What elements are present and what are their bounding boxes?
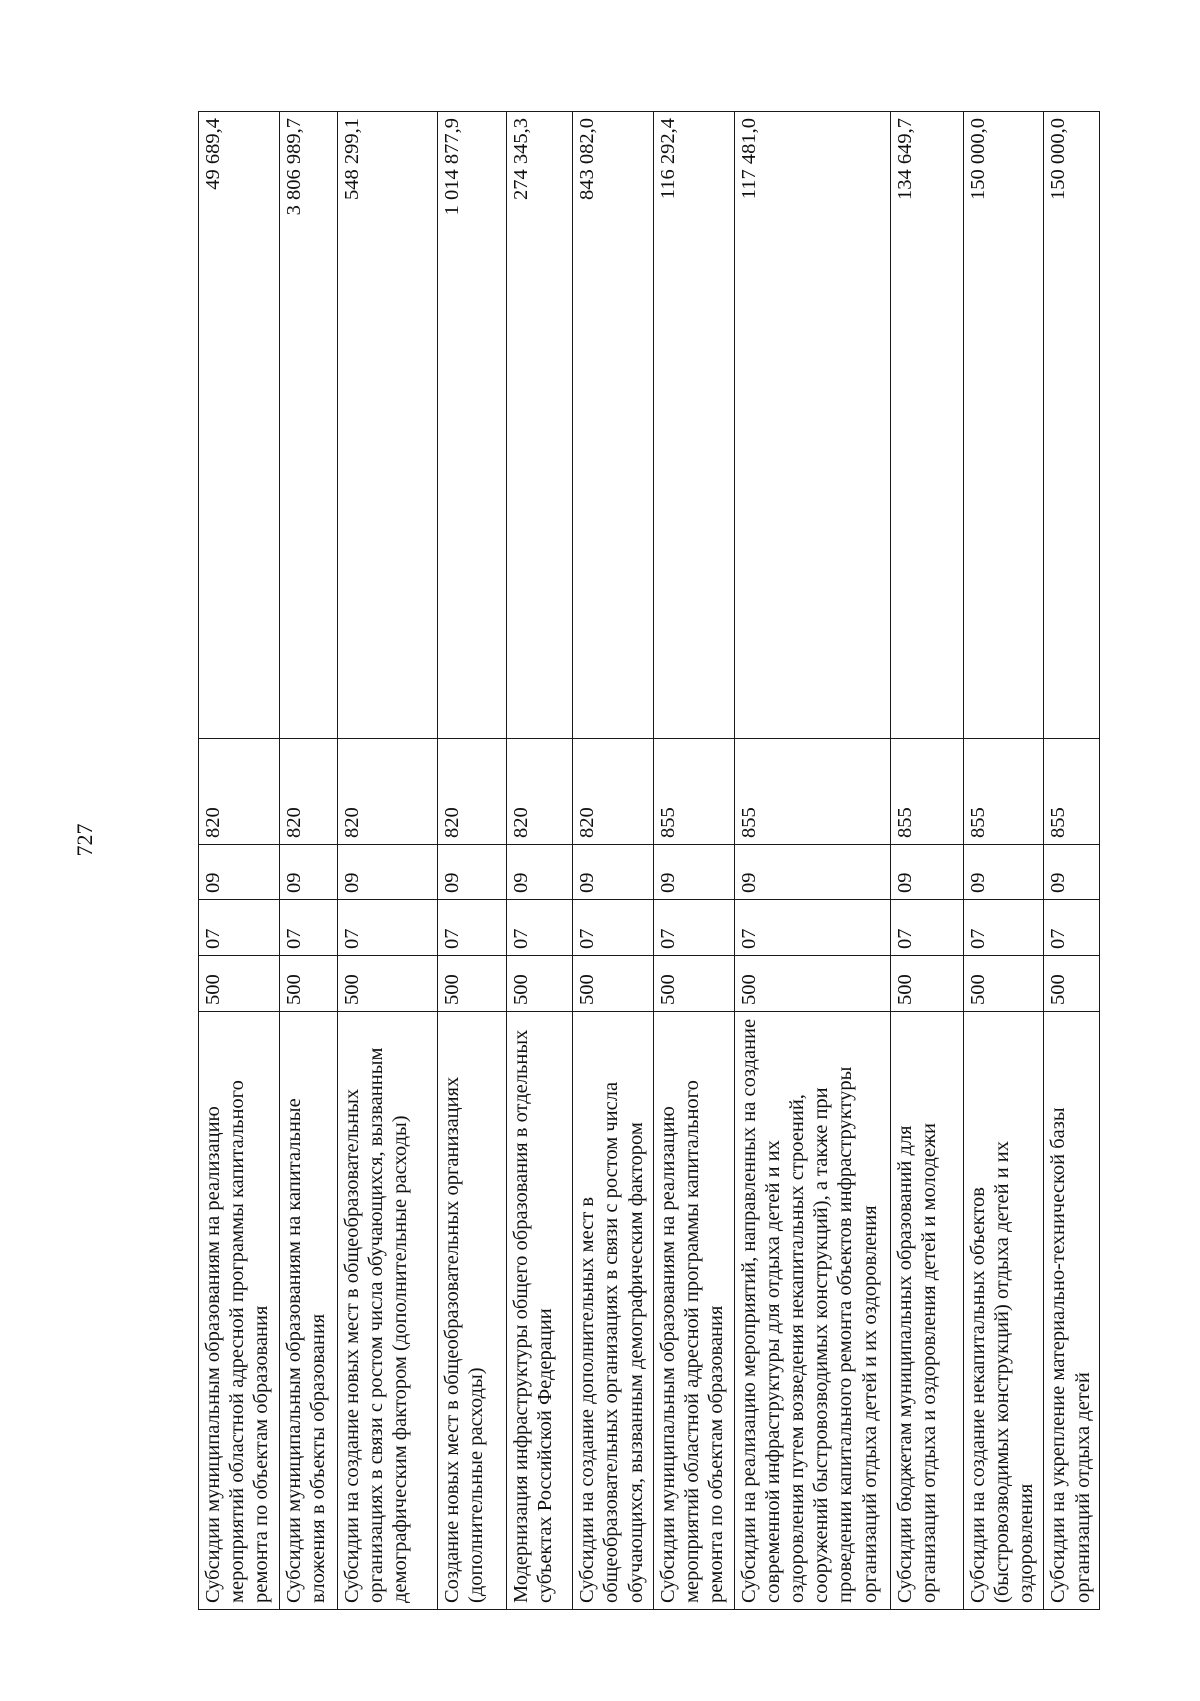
table-row xyxy=(1044,112,1100,1610)
row-amount: 117 481,0 xyxy=(734,112,890,739)
row-code-2: 07 xyxy=(337,900,437,956)
row-amount: 49 689,4 xyxy=(199,112,280,739)
page-number: 727 xyxy=(72,823,97,857)
row-code-1: 500 xyxy=(734,956,890,1012)
budget-table-container xyxy=(198,112,1100,1610)
row-code-3: 09 xyxy=(437,845,506,900)
table-row xyxy=(506,112,573,1610)
row-code-3: 09 xyxy=(573,845,654,900)
table-row xyxy=(653,112,734,1610)
row-code-3: 09 xyxy=(1044,845,1100,900)
row-description: Субсидии муниципальным образованиям на капитальные вложения в объекты образования xyxy=(279,1012,337,1610)
row-code-4: 855 xyxy=(653,739,734,845)
row-code-3: 09 xyxy=(506,845,573,900)
row-code-4: 820 xyxy=(199,739,280,845)
table-row xyxy=(279,112,337,1610)
row-code-1: 500 xyxy=(653,956,734,1012)
row-description: Субсидии на реализацию мероприятий, направленных на создание современной инфраструктуры для отдыха детей и их оздоровления путем возведения некапитальных строений, сооружений быстровозводимых конструкций), а также при проведении капитального ремонта объектов инфраструктуры организаций отдыха детей и их оздоровления xyxy=(734,1012,890,1610)
row-code-1: 500 xyxy=(337,956,437,1012)
table-row xyxy=(734,112,890,1610)
row-code-4: 820 xyxy=(337,739,437,845)
row-code-1: 500 xyxy=(199,956,280,1012)
row-code-2: 07 xyxy=(734,900,890,956)
row-code-4: 855 xyxy=(1044,739,1100,845)
row-description: Субсидии на создание новых мест в общеобразовательных организациях в связи с ростом числа обучающихся, вызванным демографическим фактором (дополнительные расходы) xyxy=(337,1012,437,1610)
budget-table xyxy=(198,111,1100,1610)
table-row xyxy=(573,112,654,1610)
row-description: Субсидии муниципальным образованиям на реализацию мероприятий областной адресной программы капитального ремонта по объектам образования xyxy=(199,1012,280,1610)
row-code-2: 07 xyxy=(199,900,280,956)
table-row xyxy=(963,112,1044,1610)
row-code-4: 820 xyxy=(279,739,337,845)
table-row xyxy=(437,112,506,1610)
row-code-1: 500 xyxy=(963,956,1044,1012)
row-code-2: 07 xyxy=(653,900,734,956)
row-amount: 548 299,1 xyxy=(337,112,437,739)
row-code-2: 07 xyxy=(1044,900,1100,956)
row-code-1: 500 xyxy=(573,956,654,1012)
row-code-2: 07 xyxy=(279,900,337,956)
row-description: Субсидии бюджетам муниципальных образований для организации отдыха и оздоровления детей и молодежи xyxy=(890,1012,963,1610)
row-code-3: 09 xyxy=(890,845,963,900)
row-code-4: 820 xyxy=(437,739,506,845)
row-description: Субсидии на создание некапитальных объектов (быстровозводимых конструкций) отдыха детей и их оздоровления xyxy=(963,1012,1044,1610)
row-amount: 274 345,3 xyxy=(506,112,573,739)
row-amount: 1 014 877,9 xyxy=(437,112,506,739)
row-code-2: 07 xyxy=(573,900,654,956)
row-code-3: 09 xyxy=(734,845,890,900)
row-code-2: 07 xyxy=(506,900,573,956)
row-code-1: 500 xyxy=(437,956,506,1012)
row-code-4: 820 xyxy=(506,739,573,845)
table-body xyxy=(199,112,1100,1610)
row-description: Создание новых мест в общеобразовательных организациях (дополнительные расходы) xyxy=(437,1012,506,1610)
table-row xyxy=(337,112,437,1610)
row-code-1: 500 xyxy=(890,956,963,1012)
row-amount: 843 082,0 xyxy=(573,112,654,739)
row-description: Субсидии на создание дополнительных мест в общеобразовательных организациях в связи с ростом числа обучающихся, вызванным демографическим фактором xyxy=(573,1012,654,1610)
row-amount: 150 000,0 xyxy=(1044,112,1100,739)
row-code-4: 855 xyxy=(890,739,963,845)
row-code-3: 09 xyxy=(963,845,1044,900)
row-description: Модернизация инфраструктуры общего образования в отдельных субъектах Российской Федерации xyxy=(506,1012,573,1610)
table-row xyxy=(199,112,280,1610)
row-code-3: 09 xyxy=(279,845,337,900)
row-amount: 116 292,4 xyxy=(653,112,734,739)
row-code-4: 855 xyxy=(734,739,890,845)
row-description: Субсидии на укрепление материально-технической базы организаций отдыха детей xyxy=(1044,1012,1100,1610)
row-code-2: 07 xyxy=(890,900,963,956)
row-amount: 3 806 989,7 xyxy=(279,112,337,739)
row-code-1: 500 xyxy=(1044,956,1100,1012)
row-code-1: 500 xyxy=(279,956,337,1012)
row-code-4: 855 xyxy=(963,739,1044,845)
table-row xyxy=(890,112,963,1610)
row-code-1: 500 xyxy=(506,956,573,1012)
row-code-3: 09 xyxy=(337,845,437,900)
row-amount: 150 000,0 xyxy=(963,112,1044,739)
row-amount: 134 649,7 xyxy=(890,112,963,739)
row-code-3: 09 xyxy=(653,845,734,900)
row-code-2: 07 xyxy=(963,900,1044,956)
row-code-4: 820 xyxy=(573,739,654,845)
row-code-2: 07 xyxy=(437,900,506,956)
row-code-3: 09 xyxy=(199,845,280,900)
row-description: Субсидии муниципальным образованиям на реализацию мероприятий областной адресной программы капитального ремонта по объектам образования xyxy=(653,1012,734,1610)
